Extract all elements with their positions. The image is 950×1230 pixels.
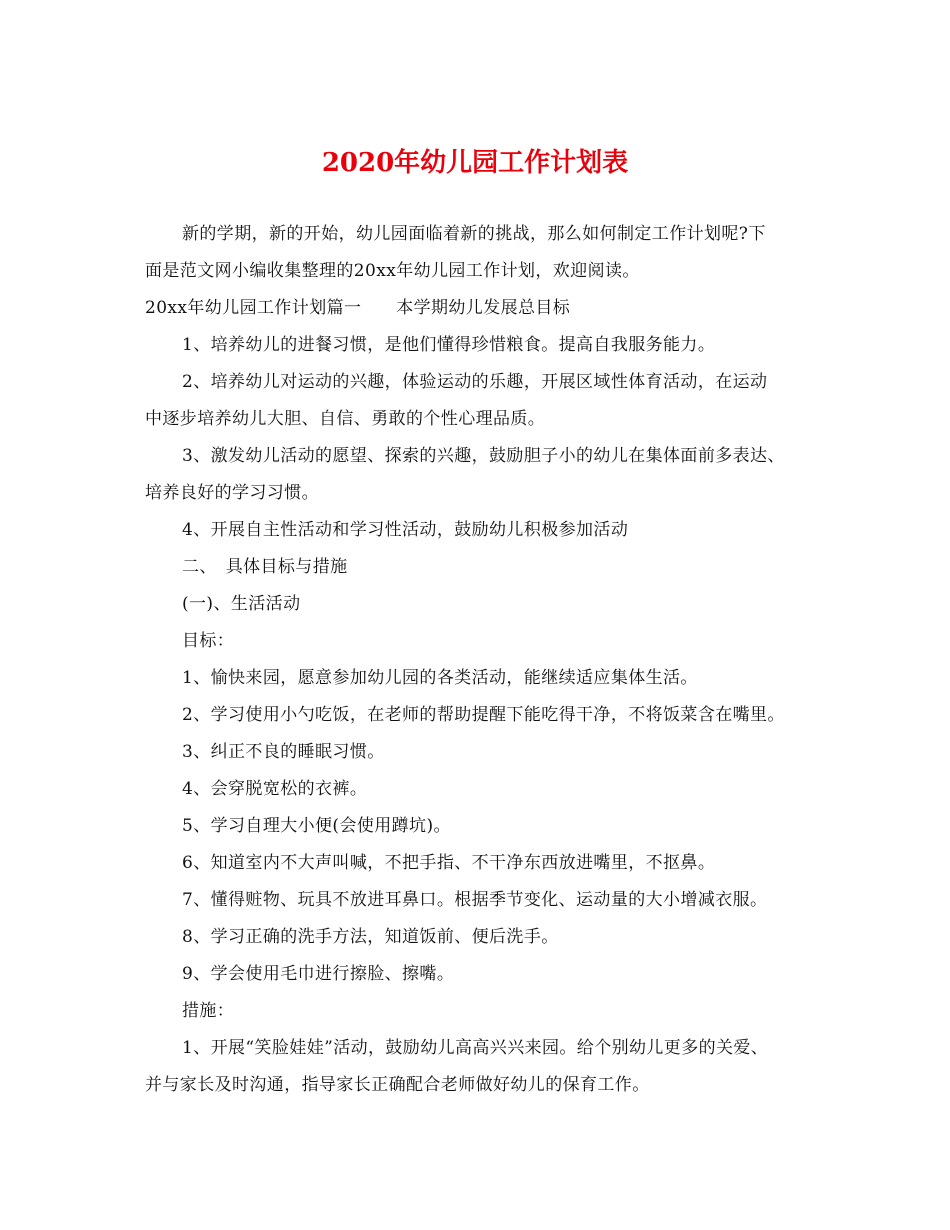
list-item: 7、懂得赃物、玩具不放进耳鼻口。根据季节变化、运动量的大小增减衣服。 (182, 890, 768, 910)
list-item: 8、学习正确的洗手方法，知道饭前、便后洗手。 (182, 927, 559, 947)
list-item: 5、学习自理大小便(会使用蹲坑)。 (182, 816, 451, 836)
measure-item: 1、开展“笑脸娃娃”活动，鼓励幼儿高高兴兴来园。给个别幼儿更多的关爱、 (182, 1038, 769, 1058)
list-item: 4、会穿脱宽松的衣裤。 (182, 779, 368, 799)
label-goals: 目标： (182, 631, 235, 651)
paragraph-line: 面是范文网小编收集整理的20xx年幼儿园工作计划，欢迎阅读。 (145, 261, 640, 281)
label-measures: 措施： (182, 1001, 235, 1021)
list-item: 1、愉快来园，愿意参加幼儿园的各类活动，能继续适应集体生活。 (182, 668, 698, 688)
measure-item-continuation: 并与家长及时沟通，指导家长正确配合老师做好幼儿的保育工作。 (145, 1075, 650, 1095)
section-heading: 二、 具体目标与措施 (182, 557, 348, 577)
goal-item: 2、培养幼儿对运动的兴趣，体验运动的乐趣，开展区域性体育活动，在运动 (182, 372, 768, 392)
subsection-heading: (一)、生活活动 (182, 594, 301, 614)
list-item: 3、纠正不良的睡眠习惯。 (182, 742, 385, 762)
list-item: 6、知道室内不大声叫喊，不把手指、不干净东西放进嘴里，不抠鼻。 (182, 853, 716, 873)
goal-item: 1、培养幼儿的进餐习惯，是他们懂得珍惜粮食。提高自我服务能力。 (182, 335, 716, 355)
paragraph-line: 新的学期，新的开始，幼儿园面临着新的挑战，那么如何制定工作计划呢?下 (182, 224, 766, 244)
goal-item-continuation: 培养良好的学习习惯。 (145, 483, 319, 503)
goal-item-continuation: 中逐步培养幼儿大胆、自信、勇敢的个性心理品质。 (145, 409, 546, 429)
goal-item: 3、激发幼儿活动的愿望、探索的兴趣，鼓励胆子小的幼儿在集体面前多表达、 (182, 446, 785, 466)
goal-item: 4、开展自主性活动和学习性活动，鼓励幼儿积极参加活动 (182, 520, 629, 540)
list-item: 2、学习使用小勺吃饭，在老师的帮助提醒下能吃得干净，不将饭菜含在嘴里。 (182, 705, 785, 725)
page-title: 2020年幼儿园工作计划表 (321, 148, 629, 178)
list-item: 9、学会使用毛巾进行擦脸、擦嘴。 (182, 964, 455, 984)
section-heading: 20xx年幼儿园工作计划篇一 本学期幼儿发展总目标 (145, 298, 571, 318)
document-body (145, 216, 833, 1104)
